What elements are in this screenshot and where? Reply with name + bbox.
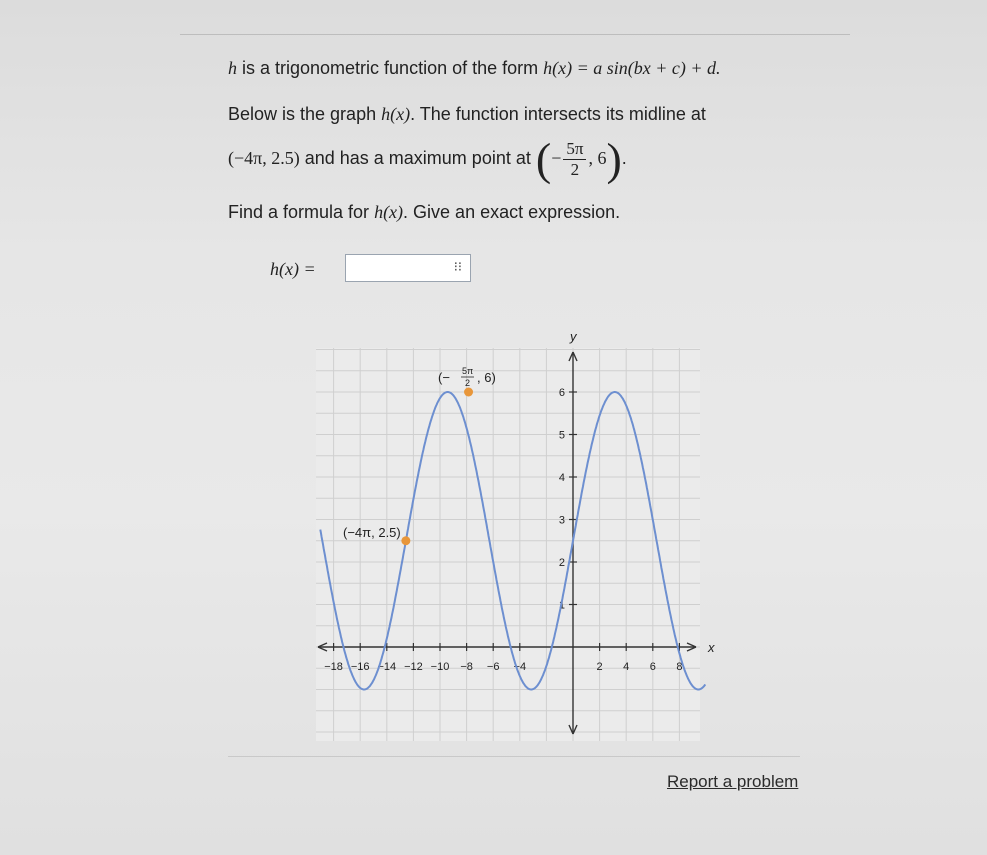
problem-line-3: (−4π, 2.5) and has a maximum point at (− $\frac{5\pi}{2}$ , 6).: [228, 133, 627, 185]
max-y-value: , 6: [588, 148, 607, 168]
max-label-den: 2: [465, 378, 471, 388]
y-tick-label: 2: [558, 557, 565, 569]
x-tick-label: −10: [430, 661, 450, 673]
problem-text-4: Find a formula for: [228, 202, 375, 222]
problem-text-4b: . Give an exact expression.: [403, 202, 621, 222]
close-paren: ): [606, 133, 622, 185]
y-tick-label: 4: [558, 472, 565, 484]
midline-point-text: (−4π, 2.5): [228, 148, 300, 168]
bottom-divider: [228, 756, 800, 757]
report-problem-link[interactable]: Report a problem: [667, 772, 799, 791]
x-tick-label: −18: [324, 661, 343, 673]
x-tick-label: −8: [460, 661, 473, 673]
x-tick-label: −16: [350, 661, 370, 673]
y-tick-label: 1: [558, 599, 565, 612]
answer-label: h(x) =: [270, 259, 316, 279]
y-tick-label: 3: [558, 514, 565, 527]
max-label-open: (−: [438, 370, 450, 385]
x-tick-label: 8: [676, 661, 683, 673]
x-axis-label: x: [708, 640, 715, 655]
maximum-point-label: [438, 366, 496, 388]
x-tick-label: 6: [649, 661, 656, 673]
problem-text-1: is a trigonometric function of the form: [237, 58, 544, 78]
max-label-num: 5π: [462, 366, 474, 376]
y-axis-label: y: [570, 329, 577, 344]
math-keypad-icon[interactable]: ⁝⁝: [453, 260, 462, 275]
y-tick-label: 6: [558, 387, 565, 399]
function-name: h: [228, 58, 237, 78]
x-tick-label: 2: [596, 661, 603, 673]
problem-text-2b: . The function intersects its midline at: [410, 104, 706, 124]
function-ref: h(x): [381, 104, 411, 124]
x-tick-label: 4: [623, 661, 630, 673]
max-neg-sign: −: [551, 148, 562, 168]
function-ref-2: h(x): [374, 202, 404, 222]
open-paren: (: [535, 133, 552, 185]
problem-text-2: Below is the graph: [228, 104, 382, 124]
maximum-point: [464, 388, 473, 397]
x-tick-label: −14: [377, 661, 397, 673]
x-tick-label: −12: [404, 661, 423, 673]
function-form: h(x) = a sin(bx + c) + d.: [543, 58, 721, 78]
midline-point-label: (−4π, 2.5): [343, 525, 401, 540]
fraction-numerator: 5π: [563, 139, 586, 160]
max-label-close: , 6): [477, 370, 496, 385]
x-tick-label: −6: [486, 661, 500, 673]
fraction-denominator: 2: [570, 159, 580, 179]
y-tick-label: 5: [558, 429, 565, 442]
midline-point: [401, 536, 410, 545]
problem-text-3: and has a maximum point at: [299, 148, 536, 168]
x-tick-label: −4: [513, 661, 527, 673]
